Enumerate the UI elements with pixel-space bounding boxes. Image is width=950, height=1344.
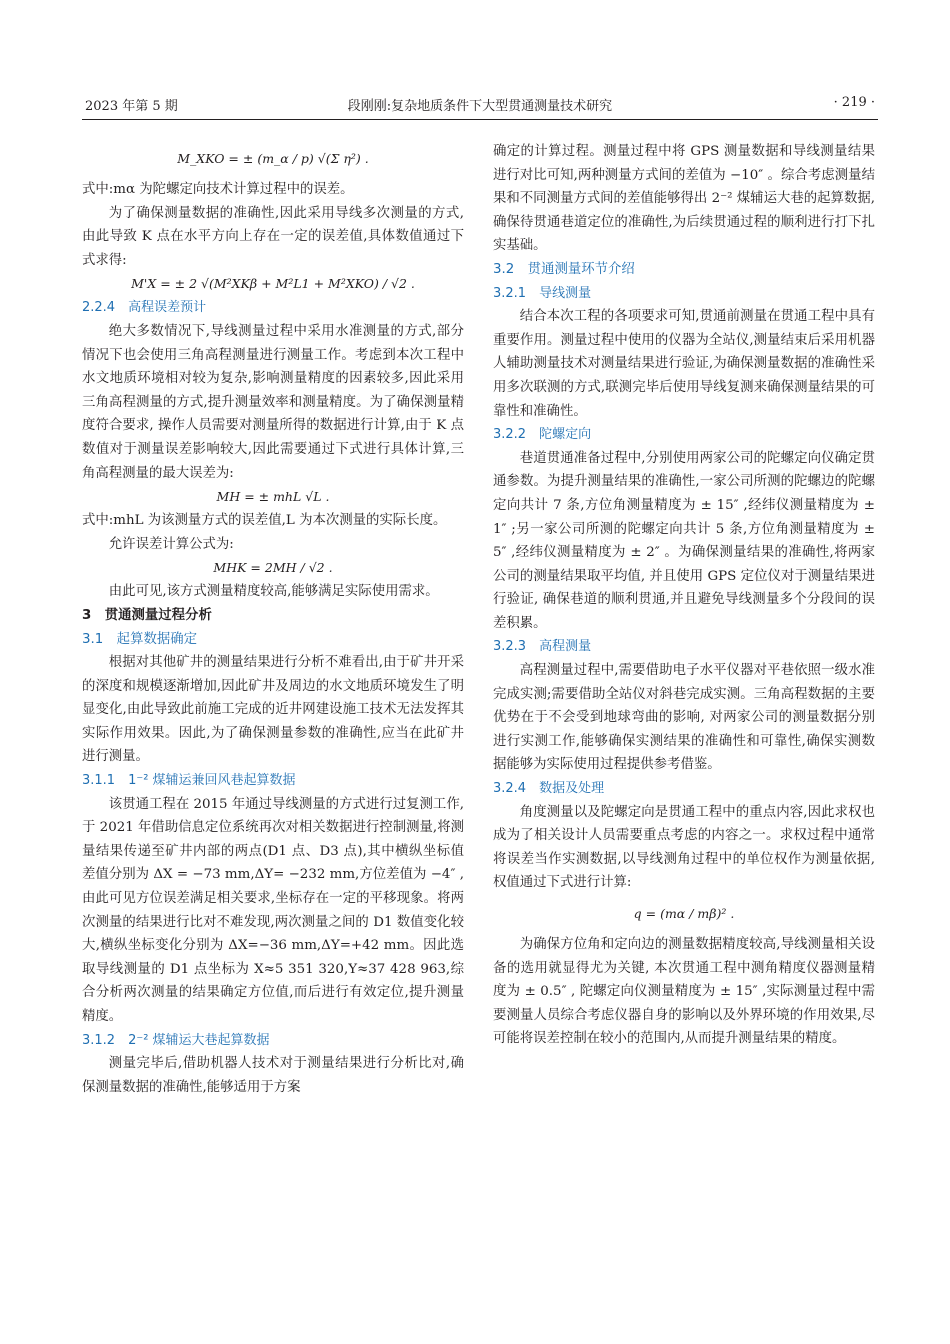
heading-3-2-3: 3.2.3 高程测量 (493, 639, 592, 655)
heading-3: 3 贯通测量过程分析 (82, 607, 212, 623)
paragraph: 结合本次工程的各项要求可知,贯通前测量在贯通工程中具有重要作用。测量过程中使用的仪器为全站仪,测量结束后采用机器人辅助测量技术对测量结果进行验证,为确保测量数据的准确性采用多次联测的方式,联测完毕后使用导线复测来确保测量结果的可靠性和准确性。 (493, 309, 875, 419)
paragraph: 巷道贯通准备过程中,分别使用两家公司的陀螺定向仪确定贯通参数。为提升测量结果的准确性,一家公司所测的陀螺边的陀螺定向共计 7 条,方位角测量精度为 ± 15″ ,经纬仪测量精度为 ± 1″ ;另一家公司所测的陀螺定向共计 5 条,方位角测量精度为 ± 5″ ,经纬仪测量精度为 ± 2″ 。为确保测量结果的准确性,将两家公司的测量结果取平均值, 并且使用 GPS 定位仪对于测量结果进行验证, 确保巷道的顺利贯通,并且避免导线测量多个分段间的误差积累。 (493, 450, 875, 631)
heading-2-2-4: 2.2.4 高程误差预计 (82, 300, 207, 316)
paragraph: 根据对其他矿井的测量结果进行分析不难看出,由于矿井开采的深度和规模逐渐增加,因此矿井及周边的水文地质环境发生了明显变化,由此导致此前施工完成的近井网建设施工技术无法发挥其实际作用效果。因此,为了确保测量参数的准确性,应当在此矿井进行测量。 (82, 655, 464, 765)
left-column (82, 140, 464, 1099)
page-number: · 219 · (833, 95, 875, 110)
formula-note: 式中:mα 为陀螺定向技术计算过程中的误差。 (82, 182, 354, 197)
paragraph: 绝大多数情况下,导线测量过程中采用水准测量的方式,部分情况下也会使用三角高程测量进行测量工作。考虑到本次工程中水文地质环境相对较为复杂,影响测量精度的因素较多,因此采用三角高程测量的方式,提升测量效率和测量精度。为了确保测量精度符合要求, 操作人员需要对测量所得的数据进行计算,由于 K 点数值对于测量误差影响较大,因此需要通过下式进行具体计算,三角高程测量的最大误差为: (82, 323, 464, 481)
page-header (85, 95, 875, 117)
formula-mh: MH = ± mhL √L . (216, 489, 330, 505)
paragraph: 该贯通工程在 2015 年通过导线测量的方式进行过复测工作, 于 2021 年借助信息定位系统再次对相关数据进行控制测量,将测量结果传递至矿井内部的两点(D1 点、D3 点),其中横纵坐标值差值分别为 ΔX = −73 mm,ΔY= −232 mm,方位差值为 −4″ ,由此可见方位误差满足相关要求,坐标存在一定的平移现象。将两次测量的结果进行比对不难发现,两次测量之间的 D1 数值变化较大,横纵坐标变化分别为 ΔX=−36 mm,ΔY=+42 mm。因此选取导线测量的 D1 点坐标为 X≈5 351 320,Y≈37 428 963,综合分析两次测量的结果确定方位值,而后进行有效定位,提升测量精度。 (82, 796, 464, 1024)
paragraph: 角度测量以及陀螺定向是贯通工程中的重点内容,因此求权也成为了相关设计人员需要重点考虑的内容之一。求权过程中通常将误差当作实测数据,以导线测角过程中的单位权作为测量依据,权值通过下式进行计算: (493, 804, 875, 891)
paragraph: 允许误差计算公式为: (108, 536, 234, 552)
heading-3-2: 3.2 贯通测量环节介绍 (493, 261, 635, 277)
heading-3-1-2: 3.1.2 2⁻² 煤辅运大巷起算数据 (82, 1032, 270, 1048)
heading-3-2-1: 3.2.1 导线测量 (493, 285, 592, 301)
paragraph: 由此可见,该方式测量精度较高,能够满足实际使用需求。 (108, 584, 439, 600)
heading-3-1-1: 3.1.1 1⁻² 煤辅运兼回风巷起算数据 (82, 773, 296, 789)
right-column (493, 140, 875, 1051)
heading-3-2-2: 3.2.2 陀螺定向 (493, 427, 592, 443)
paragraph: 为确保方位角和定向边的测量数据精度较高,导线测量相关设备的选用就显得尤为关键, 本次贯通工程中测角精度仪器测量精度为 ± 0.5″ , 陀螺定向仪测量精度为 ± 15″ ,实际测量过程中需要测量人员综合考虑仪器自身的影响以及外界环境的作用效果,尽可能将误差控制在较小的范围内,从而提升测量结果的精度。 (493, 937, 875, 1047)
paragraph: 为了确保测量数据的准确性,因此采用导线多次测量的方式,由此导致 K 点在水平方向上存在一定的误差值,具体数值通过下式求得: (82, 205, 464, 268)
formula-mx: M'X = ± 2 √(M²XKβ + M²L1 + M²XKO) / √2 . (131, 276, 415, 292)
formula-q: q = (mα / mβ)² . (633, 906, 735, 921)
formula-mhk: MHK = 2MH / √2 . (213, 560, 333, 576)
paragraph: 高程测量过程中,需要借助电子水平仪器对平巷依照一级水准完成实测;需要借助全站仪对斜巷完成实测。三角高程数据的主要优势在于不会受到地球弯曲的影响, 对两家公司的测量数据分别进行实测工作,能够确保实测结果的准确性和可靠性,确保实测数据能够为实际使用过程提供参考借鉴。 (493, 663, 875, 773)
paragraph: 确定的计算过程。测量过程中将 GPS 测量数据和导线测量结果进行对比可知,两种测量方式间的差值为 −10″ 。综合考虑测量结果和不同测量方式间的差值能够得出 2⁻² 煤辅运大巷的起算数据, 确保待贯通巷道定位的准确性,为后续贯通过程的顺利进行打下扎实基础。 (493, 144, 875, 254)
journal-issue: 2023 年第 5 期 (85, 99, 178, 114)
heading-3-1: 3.1 起算数据确定 (82, 631, 198, 647)
formula-note: 式中:mhL 为该测量方式的误差值,L 为本次测量的实际长度。 (82, 513, 447, 529)
paragraph: 测量完毕后,借助机器人技术对于测量结果进行分析比对,确保测量数据的准确性,能够适用于方案 (82, 1056, 464, 1095)
formula-mxko: M_XKO = ± (m_α / p) √(Σ η²) . (177, 151, 369, 166)
heading-3-2-4: 3.2.4 数据及处理 (493, 781, 605, 797)
header-rule (82, 119, 878, 120)
running-title: 段刚刚:复杂地质条件下大型贯通测量技术研究 (347, 99, 613, 114)
